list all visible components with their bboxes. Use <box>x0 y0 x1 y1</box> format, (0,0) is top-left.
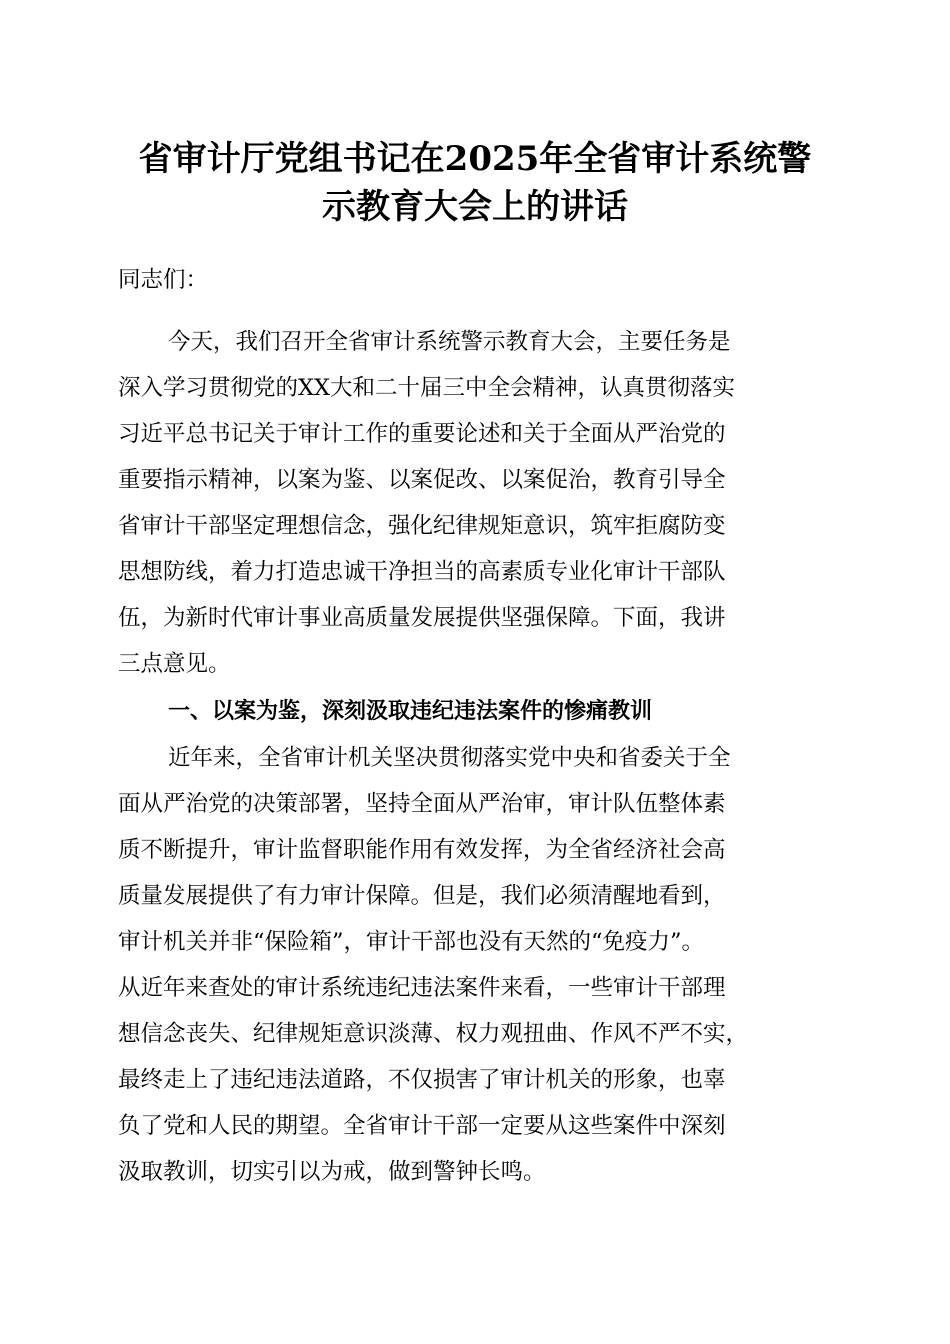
paragraph-1-line-4: 重要指示精神，以案为鉴、以案促改、以案促治，教育引导全 <box>118 467 726 493</box>
salutation: 同志们： <box>118 267 209 293</box>
paragraph-2-line-8: 最终走上了违纪违法道路，不仅损害了审计机关的形象，也辜 <box>118 1067 726 1093</box>
paragraph-2-line-3: 质不断提升，审计监督职能作用有效发挥，为全省经济社会高 <box>118 837 726 863</box>
paragraph-2-line-4: 质量发展提供了有力审计保障。但是，我们必须清醒地看到， <box>118 883 726 909</box>
paragraph-2-line-10: 汲取教训，切实引以为戒，做到警钟长鸣。 <box>118 1159 546 1185</box>
paragraph-2-line-7: 想信念丧失、纪律规矩意识淡薄、权力观扭曲、作风不严不实， <box>118 1021 749 1047</box>
paragraph-1-line-7: 伍，为新时代审计事业高质量发展提供坚强保障。下面，我讲 <box>118 605 726 631</box>
paragraph-1-line-2: 深入学习贯彻党的XX大和二十届三中全会精神，认真贯彻落实 <box>118 375 736 401</box>
document-title-line-2: 示教育大会上的讲话 <box>322 187 628 227</box>
paragraph-1-line-5: 省审计干部坚定理想信念，强化纪律规矩意识，筑牢拒腐防变 <box>118 513 726 539</box>
paragraph-2-line-2: 面从严治党的决策部署，坚持全面从严治审，审计队伍整体素 <box>118 791 726 817</box>
paragraph-2-line-9: 负了党和人民的期望。全省审计干部一定要从这些案件中深刻 <box>118 1113 726 1139</box>
paragraph-1-line-1: 今天，我们召开全省审计系统警示教育大会，主要任务是 <box>168 329 731 355</box>
paragraph-1-line-8: 三点意见。 <box>118 651 231 677</box>
document-title-line-1: 省审计厅党组书记在2025年全省审计系统警 <box>138 139 812 179</box>
paragraph-2-line-6: 从近年来查处的审计系统违纪违法案件来看，一些审计干部理 <box>118 975 726 1001</box>
paragraph-2-line-1: 近年来，全省审计机关坚决贯彻落实党中央和省委关于全 <box>168 745 731 771</box>
paragraph-1-line-6: 思想防线，着力打造忠诚干净担当的高素质专业化审计干部队 <box>118 559 726 585</box>
paragraph-1-line-3: 习近平总书记关于审计工作的重要论述和关于全面从严治党的 <box>118 421 726 447</box>
paragraph-2-line-5: 审计机关并非“保险箱”，审计干部也没有天然的“免疫力”。 <box>118 929 705 955</box>
section-1-heading: 一、以案为鉴，深刻汲取违纪违法案件的惨痛教训 <box>168 699 653 724</box>
